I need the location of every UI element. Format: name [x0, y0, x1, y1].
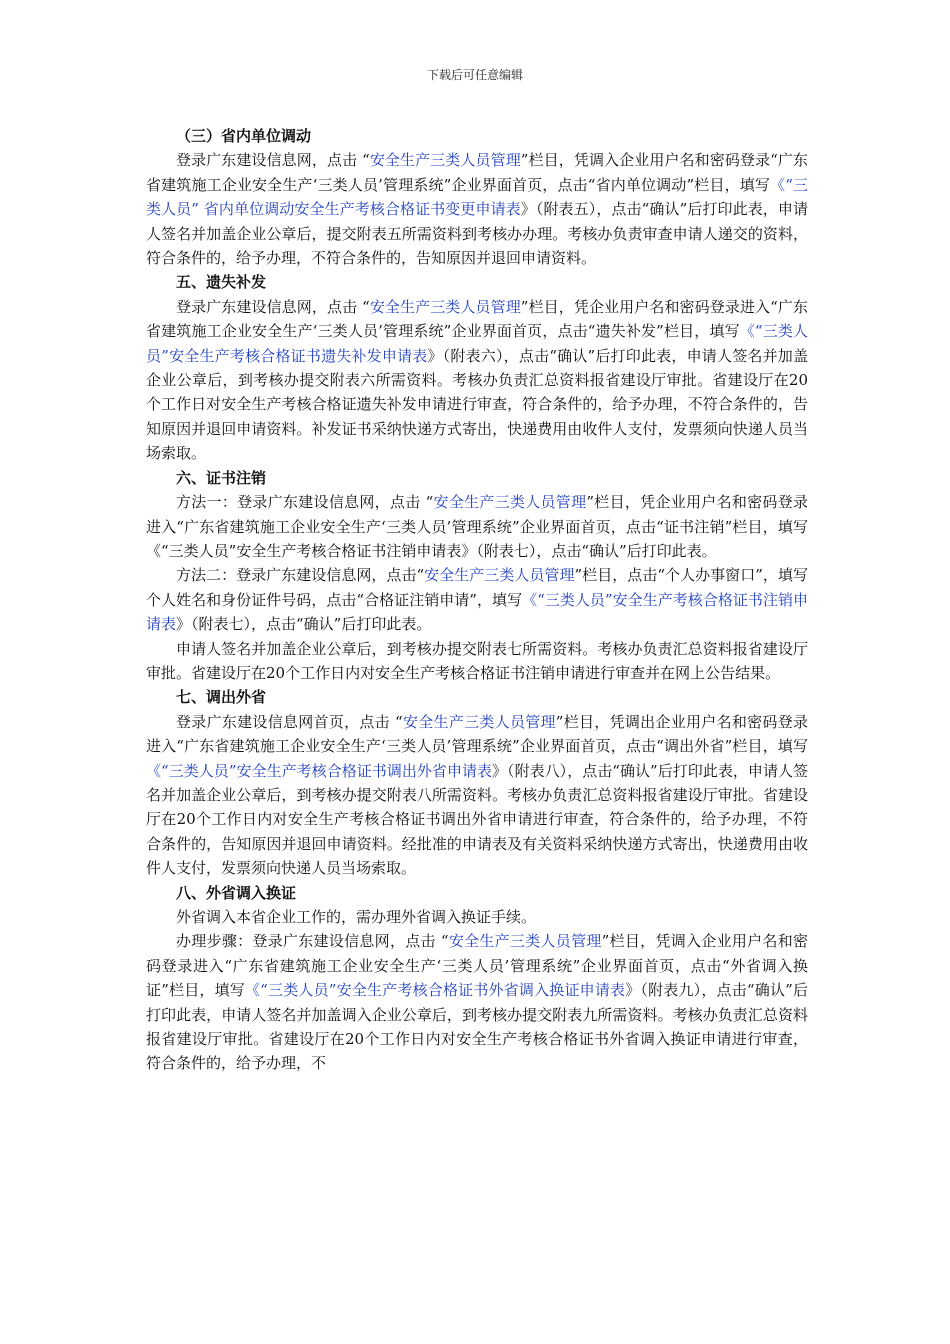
text-run: 》（附表五），点击“确认”后打印此表，申请人签名并加盖企业公章后，提交附表五所需资料到考核办办理。考核办负责审查申请人递交的资料，符合条件的，给予办理，不符合条件的，告知原因并退回申请资料。 [146, 200, 808, 268]
text-run: ”栏目，凭调入企业用户名和密码登录进入“广东省建筑施工企业安全生产‘三类人员’管理系统”企业界面首页，点击“外省调入换证”栏目，填写 [146, 932, 808, 1000]
section-heading: 八、外省调入换证 [176, 883, 297, 902]
text-run: ”栏目，凭企业用户名和密码登录进入“广东省建筑施工企业安全生产‘三类人员’管理系统”企业界面首页，点击“证书注销”栏目，填写《“三类人员”安全生产考核合格证书注销申请表》（附表七），点击“确认”后打印此表。 [146, 493, 808, 560]
text-run: ”栏目，凭企业用户名和密码登录进入“广东省建筑施工企业安全生产‘三类人员’管理系统”企业界面首页，点击“遗失补发”栏目，填写 [146, 297, 808, 341]
section-heading: （三）省内单位调动 [176, 127, 312, 145]
hyperlink[interactable]: 《“三类人员”安全生产考核合格证书遗失补发申请表 [146, 322, 809, 365]
text-run: 登录广东建设信息网首页，点击 “ [176, 712, 403, 731]
hyperlink[interactable]: 《“三类人员”安全生产考核合格证书调出外省申请表 [146, 761, 493, 780]
text-run: ”栏目，凭调出企业用户名和密码登录进入“广东省建筑施工企业安全生产‘三类人员’管理系统”企业界面首页，点击“调出外省”栏目，填写 [146, 712, 808, 756]
hyperlink[interactable]: 《“三类人员”安全生产考核合格证书注销申请表 [146, 590, 809, 634]
text-run: 》（附表八），点击“确认”后打印此表，申请人签名并加盖企业公章后，到考核办提交附表八所需资料。考核办负责汇总资料报省建设厅审批。省建设厅在20个工作日内对安全生产考核合格证书调出外省申请进行审查，符合条件的，给予办理，不符合条件的，告知原因并退回申请资料。经批准的申请表及有关资料采纳快递方式寄出，快递费用由收件人支付，发票须向快递人员当场索取。 [146, 761, 808, 878]
document-body [146, 124, 808, 1076]
hyperlink[interactable]: 安全生产三类人员管理 [402, 712, 556, 731]
hyperlink[interactable]: 安全生产三类人员管理 [424, 566, 575, 585]
paragraph [146, 929, 808, 1075]
hyperlink[interactable]: 《“三类人员”安全生产考核合格证书外省调入换证申请表 [244, 981, 626, 1000]
page-header: 下载后可任意编辑 [426, 68, 523, 82]
text-run: 》（附表九），点击“确认”后打印此表，申请人签名并加盖调入企业公章后，到考核办提交附表九所需资料。考核办负责汇总资料报省建设厅审批。省建设厅在20个工作日内对安全生产考核合格证书外省调入换证申请进行审查，符合条件的，给予办理，不 [146, 981, 808, 1073]
text-run: 》（附表七），点击“确认”后打印此表。 [176, 615, 432, 634]
paragraph [146, 637, 808, 686]
hyperlink[interactable]: 安全生产三类人员管理 [448, 932, 602, 951]
text-run: 方法一：登录广东建设信息网，点击 “ [176, 493, 434, 512]
paragraph [146, 148, 808, 270]
hyperlink[interactable]: 安全生产三类人员管理 [369, 151, 521, 170]
text-run: ”栏目，凭调入企业用户名和密码登录“广东省建筑施工企业安全生产‘三类人员’管理系统”企业界面首页，点击“省内单位调动”栏目，填写 [146, 151, 808, 194]
section-heading: 七、调出外省 [176, 688, 267, 707]
paragraph [146, 710, 808, 881]
text-run: 申请人签名并加盖企业公章后，到考核办提交附表七所需资料。考核办负责汇总资料报省建设厅审批。省建设厅在20个工作日内对安全生产考核合格证书注销申请进行审查并在网上公告结果。 [146, 639, 808, 682]
hyperlink[interactable]: 安全生产三类人员管理 [433, 493, 587, 512]
hyperlink[interactable]: 安全生产三类人员管理 [369, 297, 521, 316]
paragraph [146, 295, 808, 466]
section-heading: 五、遗失补发 [176, 273, 267, 292]
text-run: 方法二：登录广东建设信息网，点击“ [176, 566, 425, 585]
paragraph [146, 563, 808, 636]
text-run: 登录广东建设信息网，点击 “ [176, 151, 370, 170]
paragraph [146, 905, 808, 929]
text-run: 》（附表六），点击“确认”后打印此表，申请人签名并加盖企业公章后，到考核办提交附表六所需资料。考核办负责汇总资料报省建设厅审批。省建设厅在20个工作日对安全生产考核合格证遗失补发申请进行审查，符合条件的，给予办理，不符合条件的，告知原因并退回申请资料。补发证书采纳快递方式寄出，快递费用由收件人支付，发票须向快递人员当场索取。 [146, 346, 808, 463]
text-run: 办理步骤：登录广东建设信息网，点击 “ [176, 932, 449, 951]
paragraph [146, 490, 808, 563]
text-run: 登录广东建设信息网，点击 “ [176, 297, 370, 316]
section-heading: 六、证书注销 [176, 468, 267, 487]
text-run: 外省调入本省企业工作的，需办理外省调入换证手续。 [176, 908, 537, 926]
hyperlink[interactable]: 《“三类人员” 省内单位调动安全生产考核合格证书变更申请表 [146, 175, 809, 219]
text-run: ”栏目，点击“个人办事窗口”，填写个人姓名和身份证件号码，点击“合格证注销申请”，填写 [146, 566, 808, 609]
